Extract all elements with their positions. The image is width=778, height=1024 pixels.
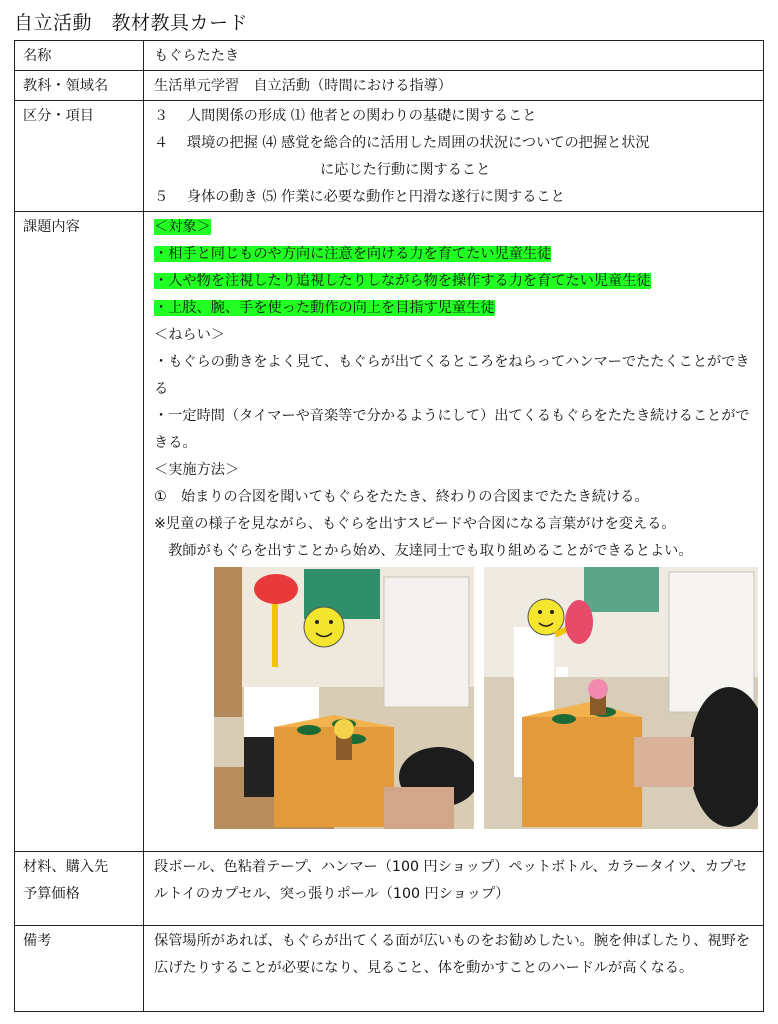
value-content [144,212,764,852]
teaching-material-card [14,40,764,1012]
method-item: ① 始まりの合図を聞いてもぐらをたたき、終わりの合図までたたき続ける。 [154,489,649,505]
category-line: ３ 人間関係の形成 ⑴ 他者との関わりの基礎に関すること [154,108,537,124]
value-notes: 保管場所があれば、もぐらが出てくる面が広いものをお勧めしたい。腕を伸ばしたり、視野を広げたりすることが必要になり、見ること、体を動かすことのハードルが高くなる。 [144,926,764,1012]
method-item: ※児童の様子を見ながら、もぐらを出すスピードや合図になる言葉がけを変える。 [154,516,676,532]
label-materials-line1: 材料、購入先 [23,859,109,875]
value-name: もぐらたたき [144,41,764,71]
label-subject: 教科・領域名 [15,71,144,101]
target-item: ・相手と同じものや方向に注意を向ける力を育てたい児童生徒 [154,246,552,262]
aim-heading: ＜ねらい＞ [154,327,225,343]
label-content: 課題内容 [15,212,144,852]
category-line: ４ 環境の把握 ⑷ 感覚を総合的に活用した周囲の状況についての把握と状況 [154,135,650,151]
target-item: ・人や物を注視したり追視したりしながら物を操作する力を育てたい児童生徒 [154,273,651,289]
category-line: ５ 身体の動き ⑸ 作業に必要な動作と円滑な遂行に関すること [154,189,565,205]
aim-item: ・もぐらの動きをよく見て、もぐらが出てくるところをねらってハンマーでたたくことができる [154,354,750,397]
photo-area [154,567,757,829]
label-materials [15,852,144,926]
photo-child-hammer [214,567,474,829]
row-subject [15,71,764,101]
target-item: ・上肢、腕、手を使った動作の向上を目指す児童生徒 [154,300,495,316]
label-notes: 備考 [15,926,144,1012]
method-heading: ＜実施方法＞ [154,462,240,478]
label-category: 区分・項目 [15,101,144,212]
label-name: 名称 [15,41,144,71]
method-item: 教師がもぐらを出すことから始め、友達同士でも取り組めることができるとよい。 [154,543,693,559]
row-notes [15,926,764,1012]
category-line: に応じた行動に関すること [320,162,491,178]
label-materials-line2: 予算価格 [23,886,80,902]
value-category [144,101,764,212]
target-heading: ＜対象＞ [154,219,211,235]
photo-child-teacher [484,567,758,829]
row-materials [15,852,764,926]
page-title: 自立活動 教材教具カード [14,12,249,34]
row-name [15,41,764,71]
row-category [15,101,764,212]
value-subject: 生活単元学習 自立活動（時間における指導） [144,71,764,101]
value-materials: 段ボール、色粘着テープ、ハンマー（100 円ショップ）ペットボトル、カラータイツ、カプセルトイのカプセル、突っ張りポール（100 円ショップ） [144,852,764,926]
row-content [15,212,764,852]
aim-item: ・一定時間（タイマーや音楽等で分かるようにして）出てくるもぐらをたたき続けることができる。 [154,408,750,451]
